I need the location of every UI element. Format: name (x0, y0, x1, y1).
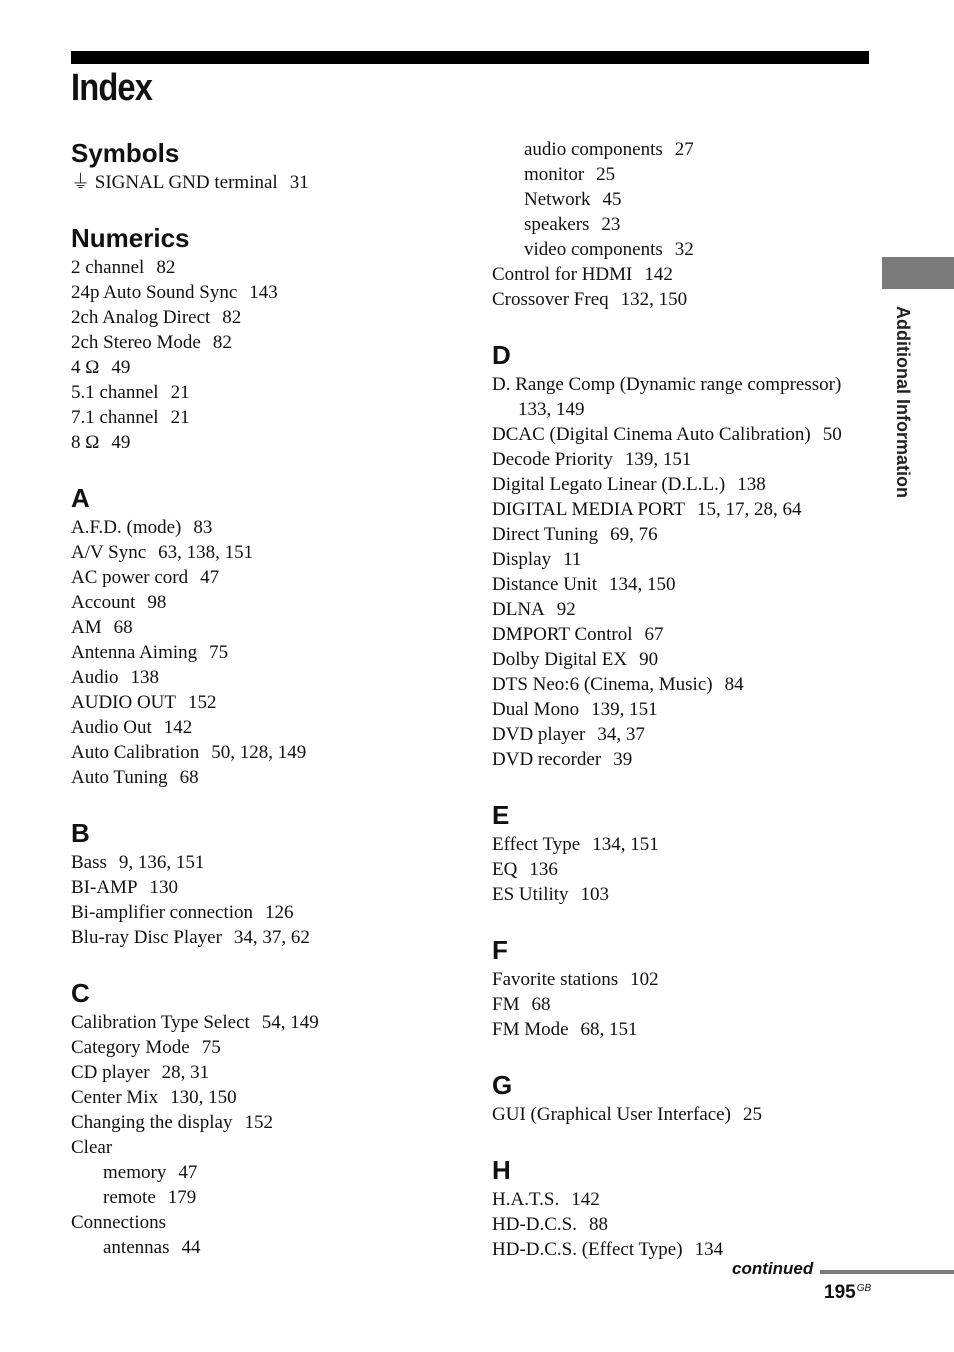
entry-term: AC power cord (71, 567, 189, 588)
entry-pages: 34, 37 (597, 724, 645, 745)
entry-term: 8 Ω (71, 432, 100, 453)
index-column-right (492, 137, 882, 1289)
index-entry (492, 572, 882, 597)
index-subentry (71, 1235, 471, 1260)
entry-term: DCAC (Digital Cinema Auto Calibration) (492, 424, 811, 445)
entry-term: A/V Sync (71, 542, 147, 563)
entry-term: Antenna Aiming (71, 642, 198, 663)
entry-term: Display (492, 549, 552, 570)
entry-term: DVD player (492, 724, 586, 745)
entry-pages: 11 (563, 549, 582, 570)
entry-term: 4 Ω (71, 357, 100, 378)
entry-term: monitor (524, 164, 585, 185)
entry-term: GUI (Graphical User Interface) (492, 1104, 731, 1125)
entry-pages: 134, 151 (592, 834, 659, 855)
index-subentry (492, 212, 882, 237)
entry-pages: 139, 151 (624, 449, 692, 470)
index-entry (71, 1135, 471, 1160)
index-entry (492, 597, 882, 622)
index-entry (492, 672, 882, 697)
index-section (492, 339, 882, 772)
entry-pages: 67 (644, 624, 664, 645)
index-entry (71, 615, 471, 640)
section-heading: F (492, 935, 508, 965)
index-entry (492, 722, 882, 747)
entry-term: Bass (71, 852, 107, 873)
entry-term: Favorite stations (492, 969, 619, 990)
index-entry (492, 1017, 882, 1042)
section-heading: Numerics (71, 223, 190, 253)
entry-term: Category Mode (71, 1037, 190, 1058)
entry-pages: 9, 136, 151 (118, 852, 205, 873)
entry-term: 2 channel (71, 257, 145, 278)
entry-pages: 82 (156, 257, 176, 278)
index-entry (492, 647, 882, 672)
index-entry (71, 1085, 471, 1110)
section-heading: H (492, 1155, 511, 1185)
entry-pages: 45 (602, 189, 622, 210)
index-section (71, 977, 471, 1260)
entry-pages: 25 (742, 1104, 762, 1125)
entry-term: antennas (103, 1237, 170, 1258)
index-entry (71, 1035, 471, 1060)
entry-term: DVD recorder (492, 749, 602, 770)
entry-term: HD-D.C.S. (492, 1214, 577, 1235)
entry-pages: 132, 150 (620, 289, 688, 310)
entry-pages: 28, 31 (161, 1062, 210, 1083)
entry-pages: 31 (289, 172, 309, 193)
entry-pages: 82 (222, 307, 242, 328)
entry-term: D. Range Comp (Dynamic range compressor) (492, 374, 842, 395)
entry-term: Changing the display (71, 1112, 233, 1133)
index-entry (492, 832, 882, 857)
continued-label: continued (732, 1259, 814, 1278)
index-entry (71, 690, 471, 715)
entry-term: 2ch Stereo Mode (71, 332, 201, 353)
entry-pages: 23 (601, 214, 621, 235)
entry-pages: 82 (212, 332, 232, 353)
index-entry (71, 380, 471, 405)
index-entry (71, 355, 471, 380)
entry-pages: 75 (209, 642, 229, 663)
index-section (71, 137, 471, 195)
entry-pages: 134 (694, 1239, 724, 1260)
entry-term: Direct Tuning (492, 524, 599, 545)
entry-pages: 130 (149, 877, 179, 898)
entry-term: Dolby Digital EX (492, 649, 628, 670)
index-entry (71, 665, 471, 690)
index-entry (492, 497, 882, 522)
index-entry (492, 622, 882, 647)
index-entry (492, 447, 882, 472)
index-section (71, 817, 471, 950)
index-entry (71, 1060, 471, 1085)
entry-pages: 98 (147, 592, 167, 613)
entry-term: Connections (71, 1212, 166, 1233)
entry-pages: 130, 150 (170, 1087, 237, 1108)
entry-pages: 90 (639, 649, 659, 670)
entry-pages: 142 (571, 1189, 600, 1210)
entry-term: Decode Priority (492, 449, 613, 470)
entry-pages: 50, 128, 149 (211, 742, 307, 763)
continued-rule (820, 1270, 954, 1274)
entry-pages: 126 (265, 902, 294, 923)
entry-term: AM (71, 617, 102, 638)
entry-pages: 39 (613, 749, 633, 770)
index-entry (492, 262, 882, 287)
entry-pages: 84 (724, 674, 744, 695)
entry-term: memory (103, 1162, 167, 1183)
entry-term: Audio Out (71, 717, 152, 738)
index-column-left (71, 137, 471, 1287)
index-entry (492, 1237, 882, 1262)
entry-pages: 179 (167, 1187, 197, 1208)
index-section (492, 1154, 882, 1262)
entry-pages: 47 (178, 1162, 198, 1183)
index-entry (71, 850, 471, 875)
entry-pages: 134, 150 (609, 574, 676, 595)
index-entry (71, 590, 471, 615)
entry-pages: 152 (188, 692, 217, 713)
entry-pages: 68 (531, 994, 551, 1015)
section-heading: C (71, 978, 90, 1008)
index-entry (492, 992, 882, 1017)
section-heading: D (492, 340, 511, 370)
entry-pages: 133, 149 (518, 399, 585, 420)
entry-term: H.A.T.S. (492, 1189, 560, 1210)
entry-pages: 92 (556, 599, 576, 620)
index-section (492, 799, 882, 907)
entry-pages: 138 (737, 474, 766, 495)
page-number-value: 195 (824, 1282, 856, 1303)
entry-pages: 47 (200, 567, 220, 588)
index-entry (492, 547, 882, 572)
index-entry (492, 287, 882, 312)
index-entry (71, 925, 471, 950)
entry-term: audio components (524, 139, 663, 160)
index-entry (71, 305, 471, 330)
entry-term: A.F.D. (mode) (71, 517, 182, 538)
side-tab-marker (882, 257, 954, 289)
entry-term: Bi-amplifier connection (71, 902, 254, 923)
entry-pages: 54, 149 (261, 1012, 319, 1033)
entry-pages: 102 (630, 969, 659, 990)
index-section (71, 222, 471, 455)
index-entry (492, 372, 882, 397)
index-entry (492, 1102, 882, 1127)
index-entry (71, 170, 471, 195)
index-entry (71, 715, 471, 740)
entry-pages: 34, 37, 62 (233, 927, 310, 948)
entry-pages: 88 (588, 1214, 608, 1235)
entry-term: DMPORT Control (492, 624, 633, 645)
index-entry (71, 565, 471, 590)
entry-pages: 142 (644, 264, 673, 285)
entry-term: Audio (71, 667, 119, 688)
index-entry (492, 522, 882, 547)
entry-term: 2ch Analog Direct (71, 307, 211, 328)
index-entry (71, 515, 471, 540)
entry-term: DTS Neo:6 (Cinema, Music) (492, 674, 713, 695)
index-section (492, 137, 882, 312)
entry-pages: 83 (193, 517, 213, 538)
entry-term: 5.1 channel (71, 382, 159, 403)
entry-term: DLNA (492, 599, 545, 620)
index-entry (71, 280, 471, 305)
index-subentry (492, 162, 882, 187)
entry-pages: 68 (113, 617, 133, 638)
entry-pages: 32 (674, 239, 694, 260)
index-entry (71, 430, 471, 455)
index-subentry (492, 237, 882, 262)
entry-pages: 21 (170, 382, 190, 403)
entry-term: Network (524, 189, 591, 210)
entry-term: Blu-ray Disc Player (71, 927, 222, 948)
entry-term: Auto Tuning (71, 767, 168, 788)
entry-term: Calibration Type Select (71, 1012, 250, 1033)
entry-pages: 138 (130, 667, 159, 688)
index-section (492, 1069, 882, 1127)
entry-pages: 103 (580, 884, 610, 905)
index-entry (71, 1210, 471, 1235)
entry-pages: 152 (244, 1112, 273, 1133)
index-entry (492, 967, 882, 992)
entry-term: Dual Mono (492, 699, 580, 720)
entry-term: ES Utility (492, 884, 569, 905)
index-entry (492, 857, 882, 882)
side-section-label: Additional Information (893, 306, 913, 498)
index-entry (492, 472, 882, 497)
section-heading: B (71, 818, 90, 848)
entry-pages: 75 (201, 1037, 221, 1058)
index-entry (71, 330, 471, 355)
entry-term: CD player (71, 1062, 150, 1083)
page-title: Index (71, 67, 153, 109)
index-entry (492, 1187, 882, 1212)
entry-pages: 143 (249, 282, 278, 303)
entry-pages: 25 (596, 164, 616, 185)
entry-term: 24p Auto Sound Sync (71, 282, 238, 303)
index-entry (71, 740, 471, 765)
entry-term: HD-D.C.S. (Effect Type) (492, 1239, 683, 1260)
index-entry (492, 882, 882, 907)
section-heading: E (492, 800, 510, 830)
entry-pages: 63, 138, 151 (158, 542, 254, 563)
section-heading: G (492, 1070, 513, 1100)
entry-term: Auto Calibration (71, 742, 200, 763)
entry-term: FM Mode (492, 1019, 569, 1040)
index-entry (71, 405, 471, 430)
entry-pages: 49 (111, 357, 131, 378)
entry-pages: 68, 151 (580, 1019, 638, 1040)
entry-term: 7.1 channel (71, 407, 159, 428)
index-entry (71, 1010, 471, 1035)
index-entry (71, 900, 471, 925)
entry-pages: 69, 76 (610, 524, 658, 545)
index-entry (492, 1212, 882, 1237)
index-entry (71, 765, 471, 790)
index-entry (71, 540, 471, 565)
entry-term: Digital Legato Linear (D.L.L.) (492, 474, 726, 495)
index-entry-continuation (492, 397, 882, 422)
top-rule (71, 51, 869, 64)
entry-term: Distance Unit (492, 574, 598, 595)
entry-term: BI-AMP (71, 877, 138, 898)
index-subentry (492, 137, 882, 162)
index-entry (71, 875, 471, 900)
section-heading: A (71, 483, 90, 513)
entry-pages: 49 (111, 432, 131, 453)
entry-pages: 139, 151 (591, 699, 658, 720)
entry-pages: 21 (170, 407, 190, 428)
entry-term: Control for HDMI (492, 264, 633, 285)
index-section (71, 482, 471, 790)
entry-term: speakers (524, 214, 590, 235)
page-number-suffix: GB (856, 1282, 872, 1294)
entry-pages: 44 (181, 1237, 201, 1258)
entry-pages: 27 (674, 139, 694, 160)
index-entry (71, 255, 471, 280)
index-subentry (492, 187, 882, 212)
index-subentry (71, 1185, 471, 1210)
entry-pages: 136 (529, 859, 558, 880)
entry-term: Clear (71, 1137, 113, 1158)
entry-pages: 142 (163, 717, 193, 738)
index-section (492, 934, 882, 1042)
entry-term: DIGITAL MEDIA PORT (492, 499, 685, 520)
index-entry (71, 1110, 471, 1135)
entry-term: remote (103, 1187, 156, 1208)
entry-term: video components (524, 239, 663, 260)
entry-pages: 68 (179, 767, 199, 788)
index-entry (492, 747, 882, 772)
index-subentry (71, 1160, 471, 1185)
index-entry (492, 422, 882, 447)
entry-term: Effect Type (492, 834, 581, 855)
entry-term: Center Mix (71, 1087, 159, 1108)
section-heading: Symbols (71, 138, 180, 168)
index-entry (71, 640, 471, 665)
page-number (824, 1282, 871, 1304)
entry-term: EQ (492, 859, 518, 880)
entry-term: ⏚ SIGNAL GND terminal (71, 172, 278, 193)
index-entry (492, 697, 882, 722)
entry-term: Crossover Freq (492, 289, 609, 310)
entry-pages: 50 (822, 424, 842, 445)
entry-pages: 15, 17, 28, 64 (696, 499, 802, 520)
entry-term: Account (71, 592, 136, 613)
entry-term: AUDIO OUT (71, 692, 177, 713)
entry-term: FM (492, 994, 520, 1015)
